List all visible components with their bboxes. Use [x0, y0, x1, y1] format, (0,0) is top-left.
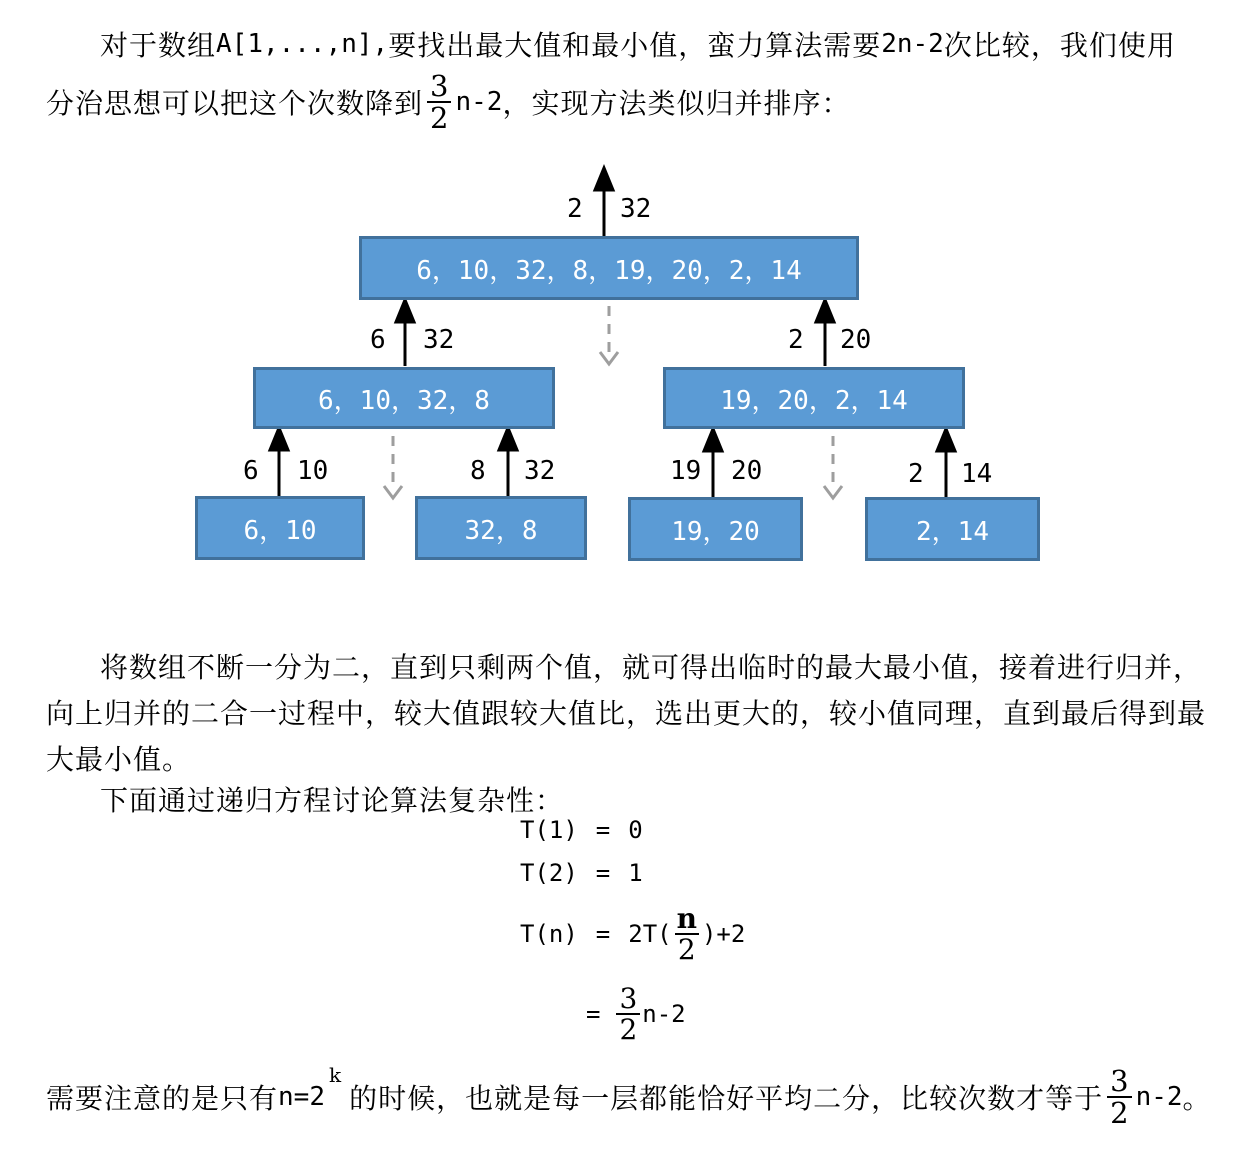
leaf3-min-label: 19	[670, 456, 702, 486]
p3-formula-n-equals-2: n=2	[278, 1082, 325, 1112]
fraction-three-halves: $\frac{3}{2}$	[1107, 1066, 1131, 1129]
arrowhead-up-root	[595, 168, 613, 190]
p3-formula-n-2: n-2	[1135, 1082, 1183, 1112]
array-box-root: 6，10，32，8，19，20，2，14	[359, 236, 859, 300]
p1-text: ，实现方法类似归并排序：	[502, 88, 851, 119]
arrowhead-up-leaf2	[499, 428, 517, 450]
eq-rhs: 2T(	[628, 920, 672, 948]
arrowhead-down-split-left	[384, 486, 402, 498]
p1-array-notation: A[1,...,n],	[216, 29, 389, 59]
leaf1-max-label: 10	[297, 456, 329, 486]
array-box-leaf4: 2，14	[865, 497, 1040, 561]
leaf2-min-label: 8	[470, 456, 486, 486]
mid-left-max-label: 32	[423, 325, 455, 355]
eq-lhs: T(2)	[520, 859, 578, 887]
arrowhead-down-split-root	[600, 352, 618, 364]
root-max-label: 32	[620, 194, 652, 224]
equals-sign: =	[595, 859, 611, 887]
arrowhead-up-mid-left	[396, 300, 414, 322]
leaf3-max-label: 20	[731, 456, 763, 486]
eq-rhs: )+2	[701, 920, 746, 948]
arrowhead-up-mid-right	[816, 300, 834, 322]
array-box-mid-left: 6，10，32，8	[253, 367, 555, 429]
eq-lhs: T(1)	[520, 816, 578, 844]
fraction-three-halves: $\frac{3}{2}$	[427, 71, 451, 134]
array-box-leaf1: 6，10	[195, 496, 365, 560]
exponent-k: k	[328, 1063, 342, 1087]
equals-sign: =	[586, 1000, 601, 1028]
equals-sign: =	[595, 816, 611, 844]
p1-text: 要找出最大值和最小值，蛮力算法需要	[388, 30, 882, 61]
arrowhead-up-leaf4	[937, 429, 955, 451]
p3-text: 。	[1182, 1083, 1212, 1114]
array-box-leaf2: 32，8	[415, 496, 587, 560]
eq-rhs: n-2	[642, 1000, 686, 1028]
p3-text: 的时候，也就是每一层都能恰好平均二分，比较次数才等于	[349, 1083, 1104, 1114]
p1-text: 分治思想可以把这个次数降到	[46, 88, 424, 119]
eq-lhs: T(n)	[520, 920, 578, 948]
leaf4-min-label: 2	[908, 459, 924, 489]
paragraph-3	[46, 1054, 1212, 1140]
mid-right-min-label: 2	[788, 325, 804, 355]
paragraph-1-line-1	[100, 24, 1176, 64]
fraction-n-over-2: $\frac{n}{2}$	[676, 901, 697, 966]
arrowhead-down-split-right	[824, 486, 842, 498]
mid-right-max-label: 20	[840, 325, 872, 355]
p1-text: 次比较，我们使用	[943, 30, 1176, 61]
p1-text: 对于数组	[100, 30, 217, 61]
p3-text: 需要注意的是只有	[46, 1083, 279, 1114]
equation-tn-recurrence	[520, 898, 745, 970]
paragraph-2-line-4: 下面通过递归方程讨论算法复杂性：	[100, 785, 565, 816]
fraction-three-halves: $\frac{3}{2}$	[616, 984, 640, 1045]
p1-formula-2n-2: 2n-2	[881, 29, 944, 59]
leaf2-max-label: 32	[524, 456, 556, 486]
equation-t2	[520, 859, 643, 887]
arrowhead-up-leaf1	[270, 428, 288, 450]
equation-tn-closed-form	[586, 976, 686, 1052]
equation-t1	[520, 816, 643, 844]
paragraph-2-line-3: 大最小值。	[46, 744, 192, 775]
array-box-leaf3: 19，20	[628, 497, 803, 561]
eq-rhs: 1	[628, 859, 643, 887]
arrowhead-up-leaf3	[704, 429, 722, 451]
equals-sign: =	[595, 920, 611, 948]
root-min-label: 2	[567, 194, 583, 224]
paragraph-1-line-2	[46, 60, 850, 144]
leaf1-min-label: 6	[243, 456, 259, 486]
paragraph-2-line-1: 将数组不断一分为二，直到只剩两个值，就可得出临时的最大最小值，接着进行归并，	[100, 652, 1203, 683]
array-box-mid-right: 19，20，2，14	[663, 367, 965, 429]
leaf4-max-label: 14	[961, 459, 993, 489]
mid-left-min-label: 6	[370, 325, 386, 355]
p1-formula-n-2: n-2	[455, 87, 503, 117]
paragraph-2-line-2: 向上归并的二合一过程中，较大值跟较大值比，选出更大的，较小值同理，直到最后得到最	[46, 698, 1207, 729]
eq-rhs: 0	[628, 816, 643, 844]
